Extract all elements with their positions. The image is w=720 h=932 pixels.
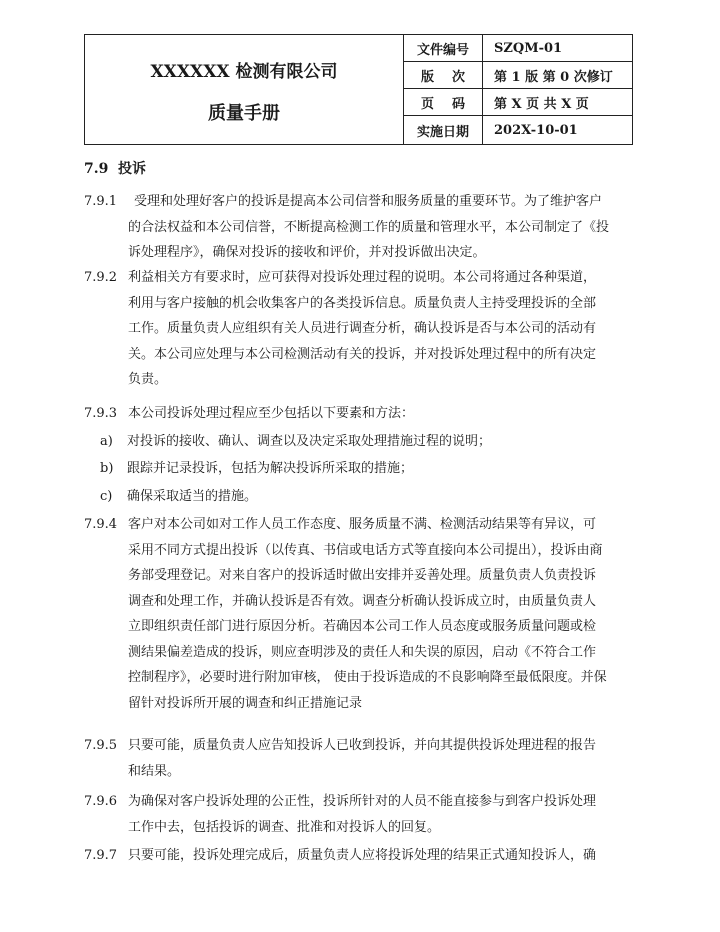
text-line: 客户对本公司如对工作人员工作态度、服务质量不满、检测活动结果等有异议，可 [128,517,597,532]
clause-body [128,189,642,266]
header-row-doc-number [404,35,632,62]
sub-item-text: 跟踪并记录投诉，包括为解决投诉所采取的措施； [127,461,414,476]
header-label: 版 次 [404,62,483,88]
clause-body [128,789,642,840]
header-value: 第 1 版 第 0 次修订 [494,69,613,85]
header-value: SZQM-01 [494,40,563,56]
text-line: 的合法权益和本公司信誉，不断提高检测工作的质量和管理水平，本公司制定了《投 [128,219,610,235]
clause-body [128,843,642,869]
sub-item-text: 对投诉的接收、确认、调查以及决定采取处理措施过程的说明； [127,434,492,449]
clause-body [128,401,642,427]
text-line: 调查和处理工作，并确认投诉是否有效。调查分析确认投诉成立时，由质量负责人 [128,593,597,609]
header-value: 202X-10-01 [494,122,578,138]
text-line: 工作中去，包括投诉的调查、批准和对投诉人的回复。 [128,819,441,835]
header-row-page [404,89,632,116]
text-line: 受理和处理好客户的投诉是提高本公司信誉和服务质量的重要环节。为了维护客户 [134,194,603,209]
text-line: 本公司投诉处理过程应至少包括以下要素和方法： [128,406,415,421]
header-label: 文件编号 [404,35,483,61]
text-line: 为确保对客户投诉处理的公正性，投诉所针对的人员不能直接参与到客户投诉处理 [128,794,597,809]
header-left-cell [85,35,404,144]
sub-item-letter: c) [100,489,113,504]
section-heading [84,158,146,178]
text-line: 控制程序》，必要时进行附加审核， 使由于投诉造成的不良影响降至最低限度。并保 [128,670,607,685]
clause-number: 7.9.5 [84,738,118,753]
header-info-cells [404,35,632,144]
clause-number: 7.9.7 [84,848,118,863]
header-label: 实施日期 [404,116,483,144]
clause-number: 7.9.6 [84,794,118,809]
header-row-effective-date [404,116,632,144]
clause-body [128,733,642,784]
header-label: 页 码 [404,89,483,115]
text-line: 务部受理登记。对来自客户的投诉适时做出安排并妥善处理。质量负责人负责投诉 [128,568,597,583]
text-line: 只要可能，质量负责人应告知投诉人已收到投诉，并向其提供投诉处理进程的报告 [128,738,597,753]
clause-body [128,265,642,393]
sub-item-letter: a) [100,434,113,449]
text-line: 采用不同方式提出投诉（以传真、书信或电话方式等直接向本公司提出），投诉由商 [128,542,603,558]
sub-item-letter: b) [100,461,114,476]
header-row-edition [404,62,632,89]
text-line: 立即组织责任部门进行原因分析。若确因本公司工作人员态度或服务质量问题或检 [128,619,597,634]
text-line: 利益相关方有要求时，应可获得对投诉处理过程的说明。本公司将通过各种渠道， [128,270,597,285]
clause-number: 7.9.2 [84,270,118,285]
header-value: 第 X 页 共 X 页 [494,96,589,112]
text-line: 和结果。 [128,763,181,779]
text-line: 利用与客户接触的机会收集客户的各类投诉信息。质量负责人主持受理投诉的全部 [128,295,597,311]
text-line: 负责。 [128,372,168,387]
section-title: 投诉 [118,161,146,177]
text-line: 诉处理程序》，确保对投诉的接收和评价，并对投诉做出决定。 [128,245,486,260]
text-line: 测结果偏差造成的投诉，则应查明涉及的责任人和失误的原因，启动《不符合工作 [128,644,597,660]
text-line: 工作。质量负责人应组织有关人员进行调查分析，确认投诉是否与本公司的活动有 [128,321,597,336]
text-line: 关。本公司应处理与本公司检测活动有关的投诉，并对投诉处理过程中的所有决定 [128,346,597,362]
text-line: 留针对投诉所开展的调查和纠正措施记录 [128,695,363,711]
clause-number: 7.9.4 [84,517,118,532]
text-line: 只要可能，投诉处理完成后，质量负责人应将投诉处理的结果正式通知投诉人，确 [128,848,597,863]
clause-number: 7.9.1 [84,194,118,209]
section-number: 7.9 [84,161,109,177]
clause-body [128,512,642,716]
company-name: XXXXXX 检测有限公司 [150,62,338,82]
manual-title: 质量手册 [208,103,280,124]
sub-item-text: 确保采取适当的措施。 [127,489,258,504]
document-header-table [84,34,633,145]
clause-number: 7.9.3 [84,406,118,421]
